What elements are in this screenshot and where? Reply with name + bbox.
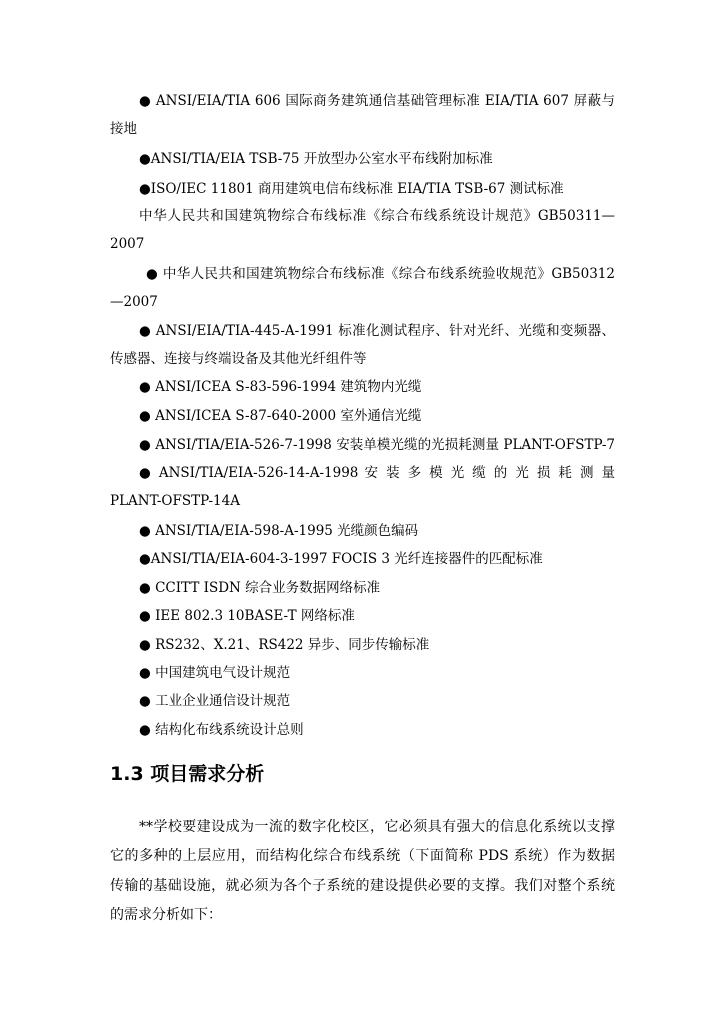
standard-item: ● CCITT ISDN 综合业务数据网络标准: [139, 580, 381, 596]
standard-item-continuation: 传感器、连接与终端设备及其他光纤组件等: [110, 351, 367, 367]
standard-item: ● ANSI/TIA/EIA-526-14-A-1998 安 装 多 模 光 缆 的 光 损 耗 测 量: [139, 465, 615, 481]
standard-item-continuation: —2007: [110, 294, 158, 310]
standard-item: ● ANSI/TIA/EIA-526-7-1998 安装单模光缆的光损耗测量 PLANT-OFSTP-7: [139, 437, 615, 453]
standard-item: ● ANSI/EIA/TIA-445-A-1991 标准化测试程序、针对光纤、光缆和变频器、: [139, 323, 615, 339]
standard-item: ●ANSI/TIA/EIA-604-3-1997 FOCIS 3 光纤连接器件的匹配标准: [139, 551, 543, 567]
standard-item: ● 中华人民共和国建筑物综合布线标准《综合布线系统验收规范》GB50312: [146, 266, 615, 282]
section-heading: 1.3 项目需求分析: [110, 763, 265, 785]
standard-item-continuation: 接地: [110, 121, 137, 137]
standard-item: ● ANSI/TIA/EIA-598-A-1995 光缆颜色编码: [139, 523, 419, 539]
paragraph-line: **学校要建设成为一流的数字化校区，它必须具有强大的信息化系统以支撑: [139, 819, 615, 835]
standard-item: 中华人民共和国建筑物综合布线标准《综合布线系统设计规范》GB50311—: [139, 208, 615, 224]
standard-item: ● ANSI/ICEA S-83-596-1994 建筑物内光缆: [139, 379, 422, 395]
standard-item: ●ISO/IEC 11801 商用建筑电信布线标准 EIA/TIA TSB-67 测试标准: [139, 181, 564, 197]
standard-item: ● IEE 802.3 10BASE-T 网络标准: [139, 608, 355, 624]
standard-item: ●ANSI/TIA/EIA TSB-75 开放型办公室水平布线附加标准: [139, 151, 493, 167]
paragraph-line: 它的多种的上层应用，而结构化综合布线系统（下面简称 PDS 系统）作为数据: [110, 848, 615, 864]
paragraph-line: 的需求分析如下：: [110, 907, 222, 923]
standard-item: ● 工业企业通信设计规范: [139, 693, 291, 709]
standard-item-continuation: PLANT-OFSTP-14A: [110, 493, 240, 509]
standard-item: ● RS232、X.21、RS422 异步、同步传输标准: [139, 637, 430, 653]
paragraph-line: 传输的基础设施，就必须为各个子系统的建设提供必要的支撑。我们对整个系统: [110, 878, 615, 894]
standard-item-continuation: 2007: [110, 236, 145, 252]
standard-item: ● 结构化布线系统设计总则: [139, 722, 304, 738]
standard-item: ● ANSI/EIA/TIA 606 国际商务建筑通信基础管理标准 EIA/TIA 607 屏蔽与: [139, 93, 615, 109]
standard-item: ● ANSI/ICEA S-87-640-2000 室外通信光缆: [139, 408, 422, 424]
standard-item: ● 中国建筑电气设计规范: [139, 665, 291, 681]
